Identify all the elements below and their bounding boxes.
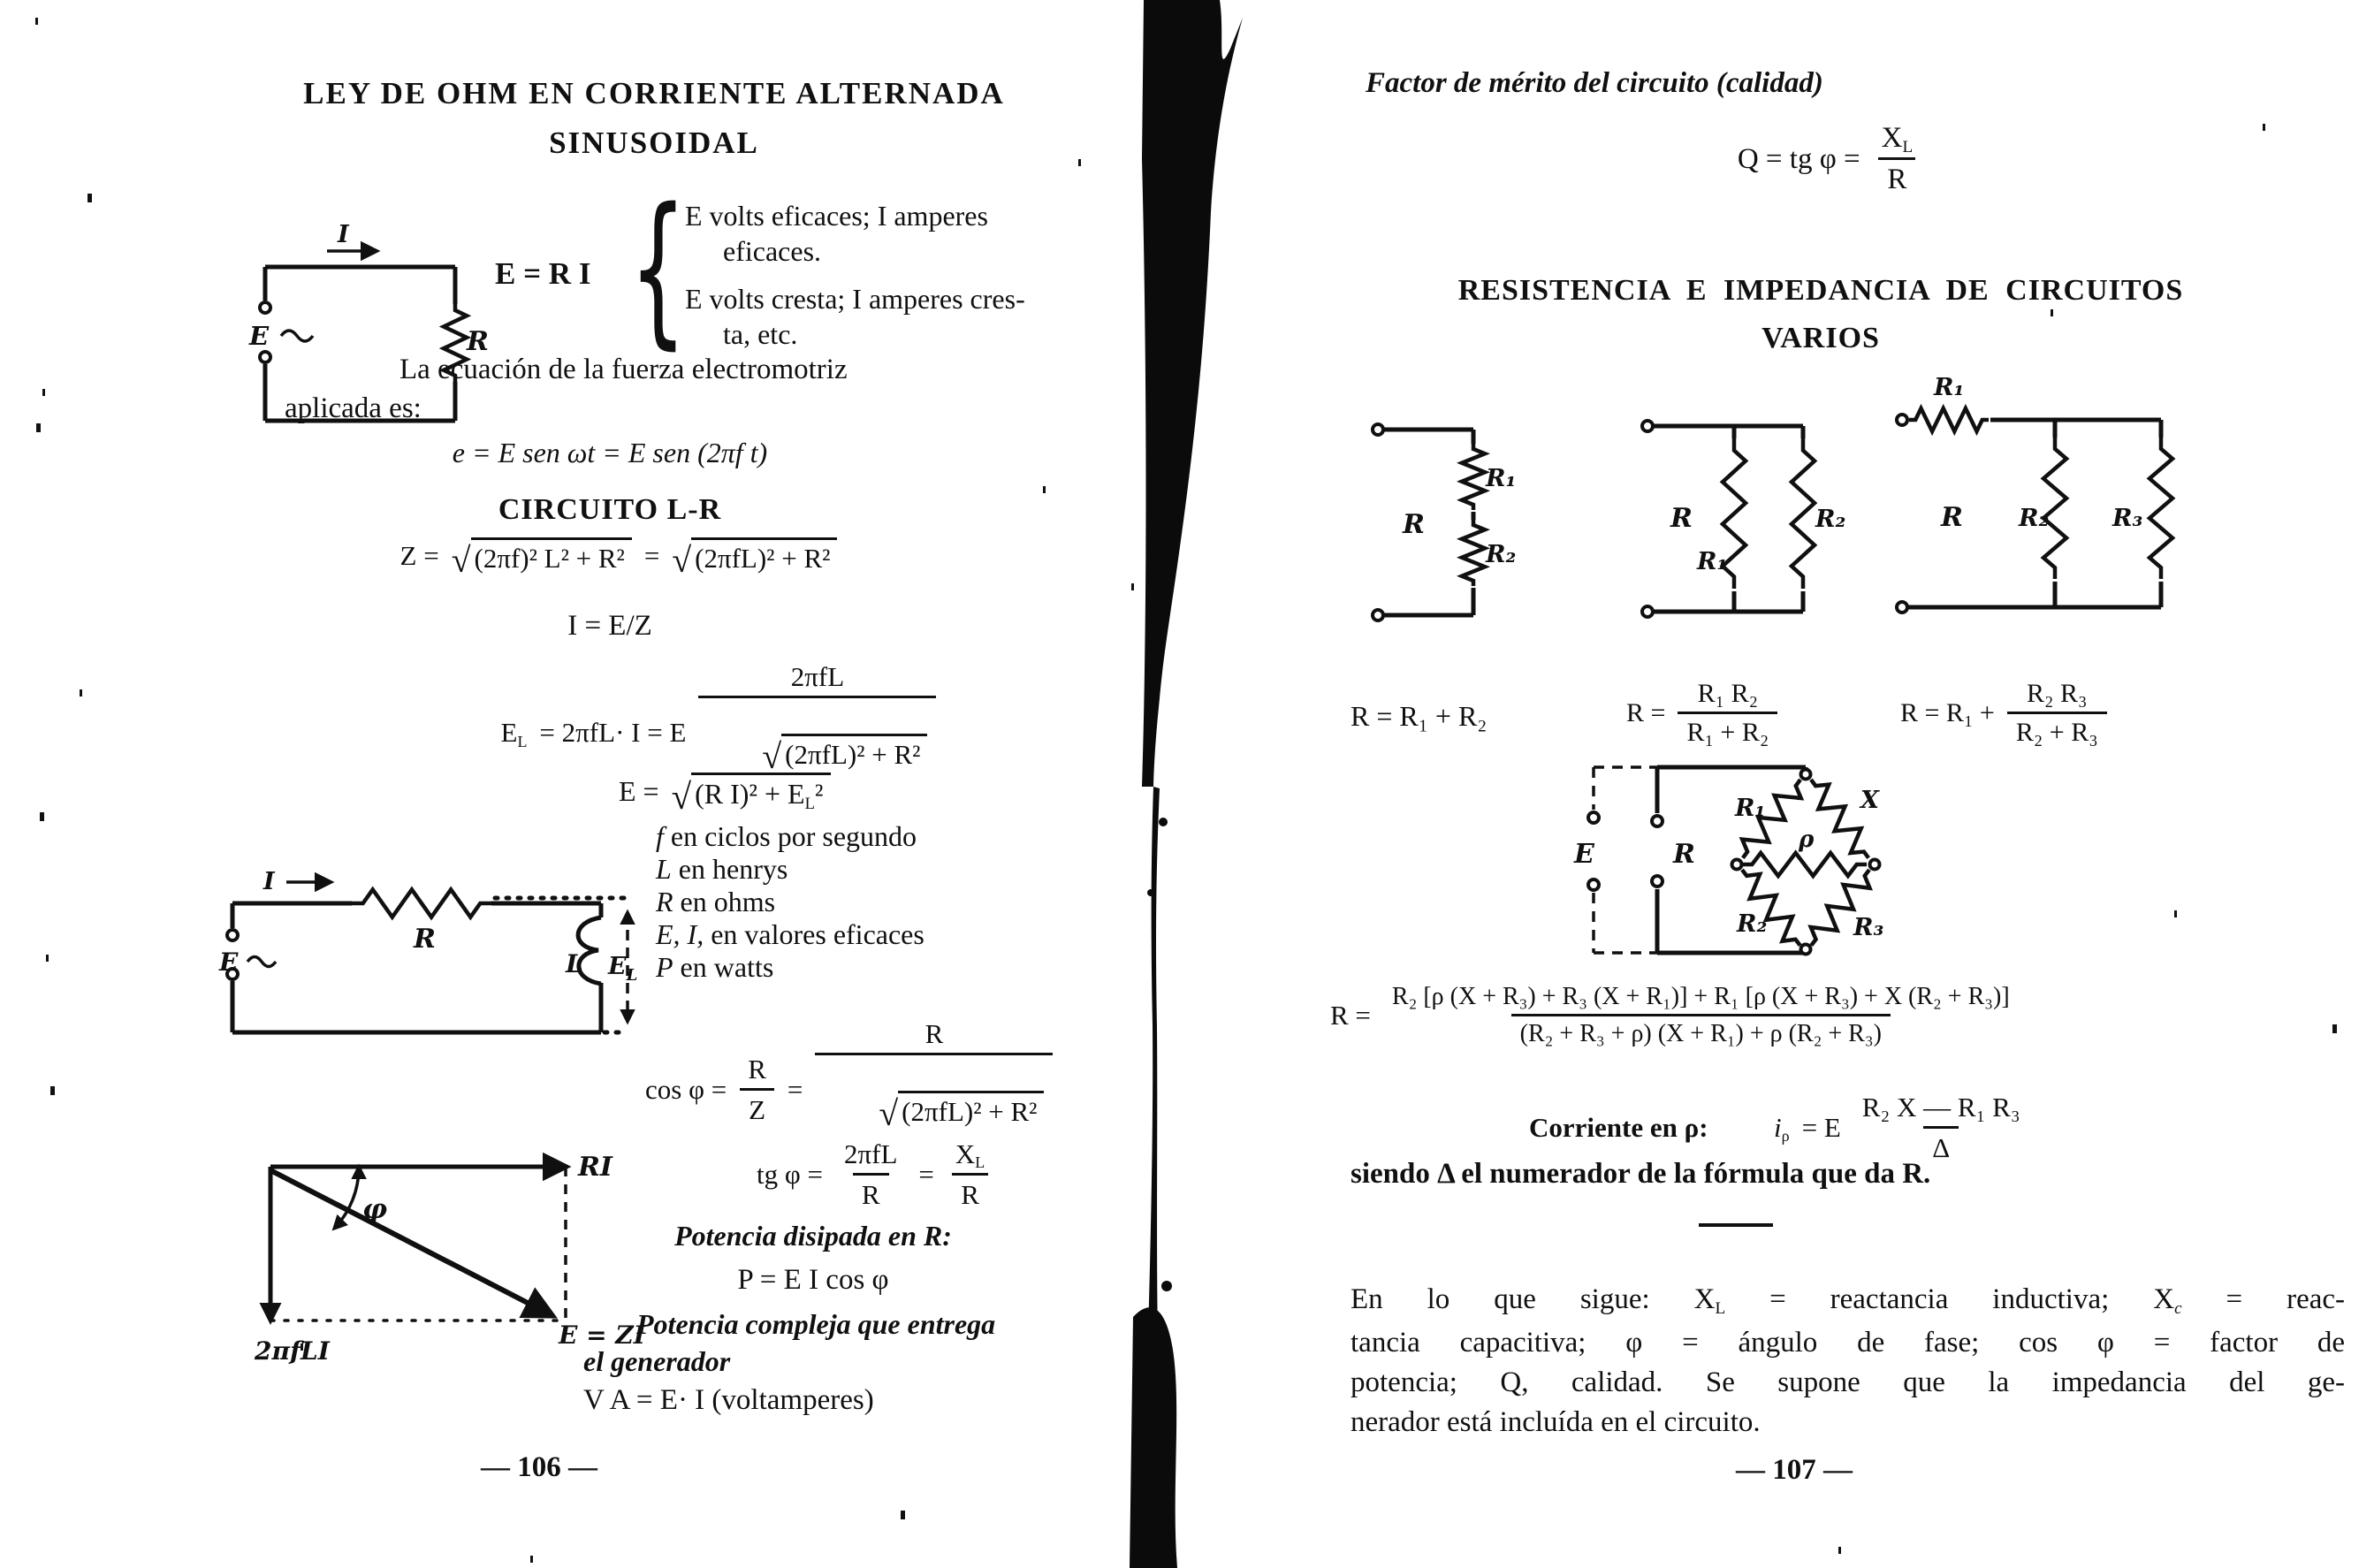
unit-line (656, 951, 924, 984)
ohm-note-line3: E volts cresta; I amperes cres- (685, 283, 1025, 315)
xl-base: X (1881, 122, 1903, 154)
radicand (691, 773, 830, 811)
source-label: E (219, 948, 239, 977)
r1-label: R₁ (1934, 374, 1965, 401)
emf-equation: e = E sen ωt = E sen (2πf t) (452, 437, 768, 468)
phi-label: φ (362, 1193, 388, 1225)
impedance-formula (212, 537, 1025, 581)
radical-term (671, 773, 831, 818)
fraction-numerator: R₂ [ρ (X + R₃) + R₃ (X + R₁)] + R₁ [ρ (X + R₃) + X (R₂ + R₃)] (1391, 983, 2010, 1010)
fraction-denominator: (R₂ + R₃ + ρ) (X + R₁) + ρ (R₂ + R₃) (1511, 1014, 1891, 1048)
radicand: (2πfL)² + R² (691, 537, 837, 575)
gutter-blob-top (1142, 0, 1243, 787)
r3-label: R₃ (1853, 914, 1884, 941)
emf-paragraph-line1: La ecuación de la fuerza electromotriz (399, 354, 848, 385)
page-number-right: — 107 — (1736, 1454, 1853, 1486)
xl-subscript: L (1902, 137, 1914, 156)
gutter-blob-bottom (1130, 1307, 1177, 1568)
subscript: c (2174, 1298, 2182, 1318)
paragraph-line: tancia capacitiva; φ = ángulo de fase; cos φ = factor de (1351, 1327, 2345, 1359)
el-mid: = 2πfL· I = E (539, 717, 687, 749)
inductive-drop-label: 2πfLI (255, 1336, 330, 1366)
terminal-icon (1373, 610, 1383, 620)
series-parallel-lhs: R = R₁ + (1900, 698, 1995, 727)
gutter-speck (1161, 1281, 1172, 1291)
r2-label: R₂ (1815, 506, 1846, 533)
terminal-icon (1897, 415, 1907, 425)
fraction-numerator: R₂ X — R₁ R₃ (1861, 1092, 2020, 1123)
left-page-title-line2: SINUSOIDAL (549, 126, 759, 160)
series-formula: R = R₁ + R₂ (1351, 700, 1488, 732)
power-formula: P = E I cos φ (737, 1264, 889, 1296)
unit-symbol: E, I, (656, 918, 704, 950)
q-factor-formula (1343, 122, 2316, 196)
xl-base: X (955, 1138, 976, 1169)
resistor-icon-r2 (1733, 863, 1809, 953)
current-label: I (338, 221, 349, 248)
rho-current-caption: Corriente en ρ: (1529, 1112, 1708, 1143)
r-label: R (1673, 839, 1695, 870)
text-run: En lo que sigue: X (1351, 1283, 1716, 1315)
ri-label: RI (578, 1152, 613, 1183)
fraction (1873, 122, 1922, 196)
el-label-base: E (608, 953, 627, 980)
bridge-node (1870, 860, 1880, 870)
inductor-label: L (566, 949, 583, 978)
scan-noise (35, 18, 38, 25)
terminal-icon (1642, 606, 1653, 617)
equals-sign: = (643, 540, 660, 571)
unit-symbol: P (656, 951, 673, 983)
radicand-subscript: L (804, 794, 815, 813)
radical-sign: √ (451, 541, 471, 581)
gutter-speck (1147, 889, 1154, 896)
unit-line (656, 820, 924, 853)
section-divider-rule (1699, 1223, 1773, 1227)
text-run: = reac- (2181, 1283, 2345, 1315)
r1-label: R₁ (1486, 465, 1517, 492)
gutter-thin-line (1148, 787, 1160, 1336)
unit-symbol: f (656, 820, 664, 852)
radical-term (762, 734, 927, 777)
terminal-icon (260, 352, 270, 362)
section-heading-circuito-lr: CIRCUITO L-R (498, 493, 722, 526)
unit-text: en watts (673, 951, 774, 983)
right-section-heading-line1: RESISTENCIA E IMPEDANCIA DE CIRCUITOS (1457, 274, 2184, 307)
bridge-node (1801, 945, 1811, 955)
phasor-diagram (255, 1133, 643, 1379)
right-section-heading-line2: VARIOS (1761, 322, 1880, 354)
radical-term (672, 537, 837, 581)
bridge-node (1732, 860, 1742, 870)
fraction (1853, 1092, 2029, 1164)
cos-lhs: cos φ = (645, 1074, 727, 1106)
resistor-icon (1792, 438, 1815, 589)
el-label-sub: L (626, 966, 638, 985)
terminal-icon (1642, 421, 1653, 431)
r3-label: R₃ (2112, 505, 2143, 532)
equivalent-r-label: R (1403, 509, 1425, 540)
unit-line (656, 886, 924, 918)
brace-icon: { (629, 172, 688, 364)
complex-power-caption-line2: el generador (583, 1345, 731, 1377)
resistor-icon (1462, 520, 1485, 586)
ohm-note-line2: eficaces. (723, 235, 822, 267)
radicand-b: ² (814, 778, 824, 810)
unit-text: en ciclos por segundo (663, 820, 917, 852)
radical-sign: √ (879, 1094, 899, 1134)
circuit-wires (232, 903, 601, 1032)
fraction-numerator: R₂ R₃ (2027, 679, 2088, 708)
circuit-diagram-lr-series (219, 866, 654, 1054)
fraction-denominator: R₁ + R₂ (1678, 712, 1777, 748)
fraction-numerator (947, 1138, 993, 1173)
fraction-denominator: R (1878, 157, 1915, 196)
fraction-denominator: Z (740, 1088, 774, 1126)
unit-line (656, 918, 924, 951)
el-symbol (460, 685, 527, 780)
fraction (947, 1138, 993, 1211)
total-voltage-formula (619, 773, 831, 818)
terminal-icon (260, 302, 270, 313)
fraction-numerator: R (748, 1054, 766, 1085)
fraction-numerator: R₁ R₂ (1697, 679, 1759, 708)
r1-label: R₁ (1735, 795, 1766, 822)
r2-label: R₂ (1737, 910, 1768, 938)
fraction-numerator: R (924, 1018, 944, 1049)
resistor-icon (2150, 438, 2172, 579)
resistor-label: R (414, 924, 436, 955)
el-label (607, 953, 637, 985)
bridge-node (1801, 770, 1811, 780)
ohm-note-line1: E volts eficaces; I amperes (685, 200, 988, 232)
gutter-speck (1159, 818, 1168, 826)
paragraph-line (1351, 1280, 2345, 1323)
ohm-law-block (495, 172, 1131, 364)
circuit-r1-series-parallel (1891, 376, 2196, 661)
merit-factor-heading: Factor de mérito del circuito (calidad) (1366, 67, 1823, 99)
terminal-icon (1588, 879, 1599, 890)
r2-label: R₂ (1486, 541, 1517, 568)
notation-paragraph (1351, 1280, 2345, 1442)
fraction-numerator: 2πfL (844, 1138, 898, 1169)
tg-lhs: tg φ = (757, 1159, 823, 1190)
radical-term (451, 537, 632, 581)
x-label: X (1860, 787, 1879, 814)
sine-wave-icon (247, 957, 276, 967)
circuit-series-r1-r2 (1366, 387, 1556, 661)
el-base: E (500, 717, 518, 749)
ezi-vector (270, 1170, 552, 1315)
radical-sign: √ (671, 776, 692, 818)
circuit-wires (1383, 430, 1473, 615)
radicand: (2πfL)² + R² (898, 1091, 1044, 1128)
terminal-icon (227, 930, 238, 940)
circuit-parallel-r1-r2 (1635, 384, 1847, 661)
bridge-resistance-formula (1330, 983, 2019, 1048)
text-run: = reactancia inductiva; X (1725, 1283, 2175, 1315)
fraction-denominator: R₂ + R₃ (2007, 712, 2107, 748)
q-lhs: Q = tg φ = (1737, 142, 1860, 175)
resistor-label: R (467, 326, 489, 357)
bridge-r-lhs: R = (1330, 1000, 1371, 1031)
dissipated-power-caption: Potencia disipada en R: (674, 1220, 952, 1252)
terminal-icon (1652, 876, 1663, 887)
radicand: (2πf)² L² + R² (471, 537, 632, 575)
equivalent-r-label: R (1670, 503, 1693, 534)
unit-symbol: R (656, 886, 673, 917)
fraction-numerator: 2πfL (790, 661, 845, 692)
unit-symbol: L (656, 853, 672, 885)
ezi-label: E = ZI (559, 1321, 645, 1350)
terminal-icon (1588, 812, 1599, 823)
unit-line (656, 853, 924, 886)
terminal-icon (1373, 424, 1383, 435)
sine-wave-icon (281, 331, 313, 341)
unit-definitions (656, 820, 924, 984)
el-subscript: L (517, 732, 528, 750)
resistor-icon (1462, 444, 1485, 510)
ohm-law-formula: E = R I (495, 256, 591, 291)
fraction-denominator: Δ (1923, 1126, 1959, 1164)
etotal-lhs: E = (619, 775, 659, 807)
ohm-note-line4: ta, etc. (723, 318, 798, 350)
voltamperes-formula: V A = E· I (voltamperes) (583, 1384, 874, 1416)
irho-mid: = E (1801, 1112, 1841, 1143)
fraction-denominator: R (853, 1173, 889, 1211)
left-page-title-line1: LEY DE OHM EN CORRIENTE ALTERNADA (303, 76, 1005, 110)
terminal-icon (1897, 602, 1907, 613)
source-label: E (1574, 839, 1594, 870)
equals-sign: = (918, 1159, 934, 1190)
radical-term (879, 1091, 1044, 1134)
equivalent-r-label: R (1941, 502, 1963, 533)
current-formula: I = E/Z (567, 610, 652, 642)
rho-label: ρ (1799, 826, 1815, 853)
complex-power-caption-line1: Potencia compleja que entrega (636, 1308, 996, 1340)
terminal-icon (1652, 816, 1663, 826)
current-label: I (263, 868, 275, 895)
xl-subscript: L (975, 1153, 985, 1172)
impedance-lhs: Z = (399, 540, 439, 571)
unit-text: en ohms (673, 886, 776, 917)
radical-sign: √ (672, 541, 692, 581)
dashed-source-wires (1594, 767, 1657, 953)
irho-base: i (1774, 1112, 1782, 1143)
tan-phi-formula (757, 1138, 993, 1211)
radical-sign: √ (762, 737, 782, 777)
fraction-numerator (1873, 122, 1922, 157)
delta-note: siendo Δ el numerador de la fórmula que da R. (1351, 1158, 1931, 1190)
paragraph-line: nerador está incluída en el circuito. (1351, 1406, 1761, 1438)
equals-sign: = (787, 1074, 803, 1106)
source-label: E (249, 321, 270, 351)
paragraph-line: potencia; Q, calidad. Se supone que la impedancia del ge- (1351, 1366, 2345, 1398)
radicand: (2πfL)² + R² (781, 734, 927, 771)
phi-angle-arc (334, 1167, 359, 1229)
r1-label: R₁ (1697, 548, 1728, 575)
parallel-lhs: R = (1626, 698, 1666, 727)
fraction (835, 1138, 906, 1211)
unit-text: en valores eficaces (704, 918, 924, 950)
irho-subscript: ρ (1781, 1127, 1790, 1146)
r2-label: R₂ (2019, 505, 2050, 532)
bridge-circuit-diagram (1569, 732, 2051, 997)
emf-paragraph-line2: aplicada es: (285, 392, 422, 424)
fraction (739, 1054, 775, 1126)
binding-gutter-shadow (1124, 0, 1292, 1568)
fraction (1383, 983, 2019, 1048)
resistor-icon (1909, 408, 1989, 431)
unit-text: en henrys (671, 853, 788, 885)
resistor-icon (352, 889, 491, 917)
subscript: L (1715, 1298, 1726, 1318)
fraction-denominator: R (952, 1173, 988, 1211)
radicand-a: (R I)² + E (695, 778, 805, 810)
page-number-left: — 106 — (481, 1451, 597, 1483)
